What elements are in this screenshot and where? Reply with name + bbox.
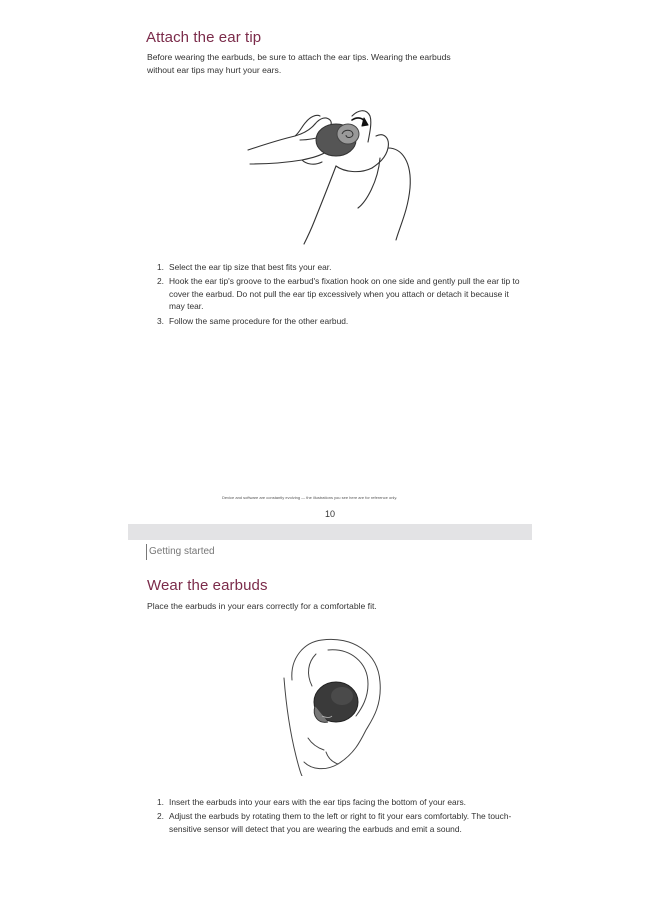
intro-line-2: without ear tips may hurt your ears.	[147, 64, 282, 75]
hands-attaching-ear-tip-illustration	[240, 92, 425, 247]
step-text: Insert the earbuds into your ears with the ear tips facing the bottom of your ears.	[169, 797, 467, 807]
step-number: 1.	[157, 262, 164, 272]
step-text: Hook the ear tip's groove to the earbud's fixation hook on one side and gently pull the ear tip to cover the earbud. Do not pull the ear tip excessively when you attach or detach it because it may tear.	[169, 276, 520, 312]
step-text: Select the ear tip size that best fits your ear.	[169, 262, 332, 272]
list-item	[157, 315, 523, 327]
page-title-attach-ear-tip: Attach the ear tip	[146, 29, 262, 46]
disclaimer-text: Device and software are constantly evolving — the illustrations you see here are for reference only.	[222, 495, 398, 500]
step-number: 3.	[157, 315, 164, 326]
attach-steps-list	[157, 261, 523, 329]
breadcrumb: Getting started	[149, 546, 215, 557]
list-item	[157, 275, 523, 312]
step-number: 2.	[157, 811, 164, 822]
page-title-wear-earbuds: Wear the earbuds	[147, 577, 268, 594]
intro-text-2: Place the earbuds in your ears correctly for a comfortable fit.	[147, 601, 377, 611]
step-number: 1.	[157, 797, 164, 807]
step-text: Adjust the earbuds by rotating them to the left or right to fit your ears comfortably. The touch-sensitive sensor will detect that you are wearing the earbuds and emit a sound.	[169, 811, 512, 834]
list-item	[157, 810, 529, 835]
intro-line-1: Before wearing the earbuds, be sure to attach the ear tips. Wearing the earbuds	[147, 52, 451, 62]
ear-with-earbud-illustration	[282, 634, 392, 776]
page-separator	[128, 524, 532, 540]
intro-text	[147, 51, 517, 76]
wear-steps-list	[157, 796, 529, 837]
list-item	[157, 261, 523, 273]
step-number: 2.	[157, 276, 164, 287]
page-number: 10	[325, 509, 336, 519]
step-text: Follow the same procedure for the other earbud.	[169, 315, 349, 326]
list-item	[157, 796, 529, 808]
